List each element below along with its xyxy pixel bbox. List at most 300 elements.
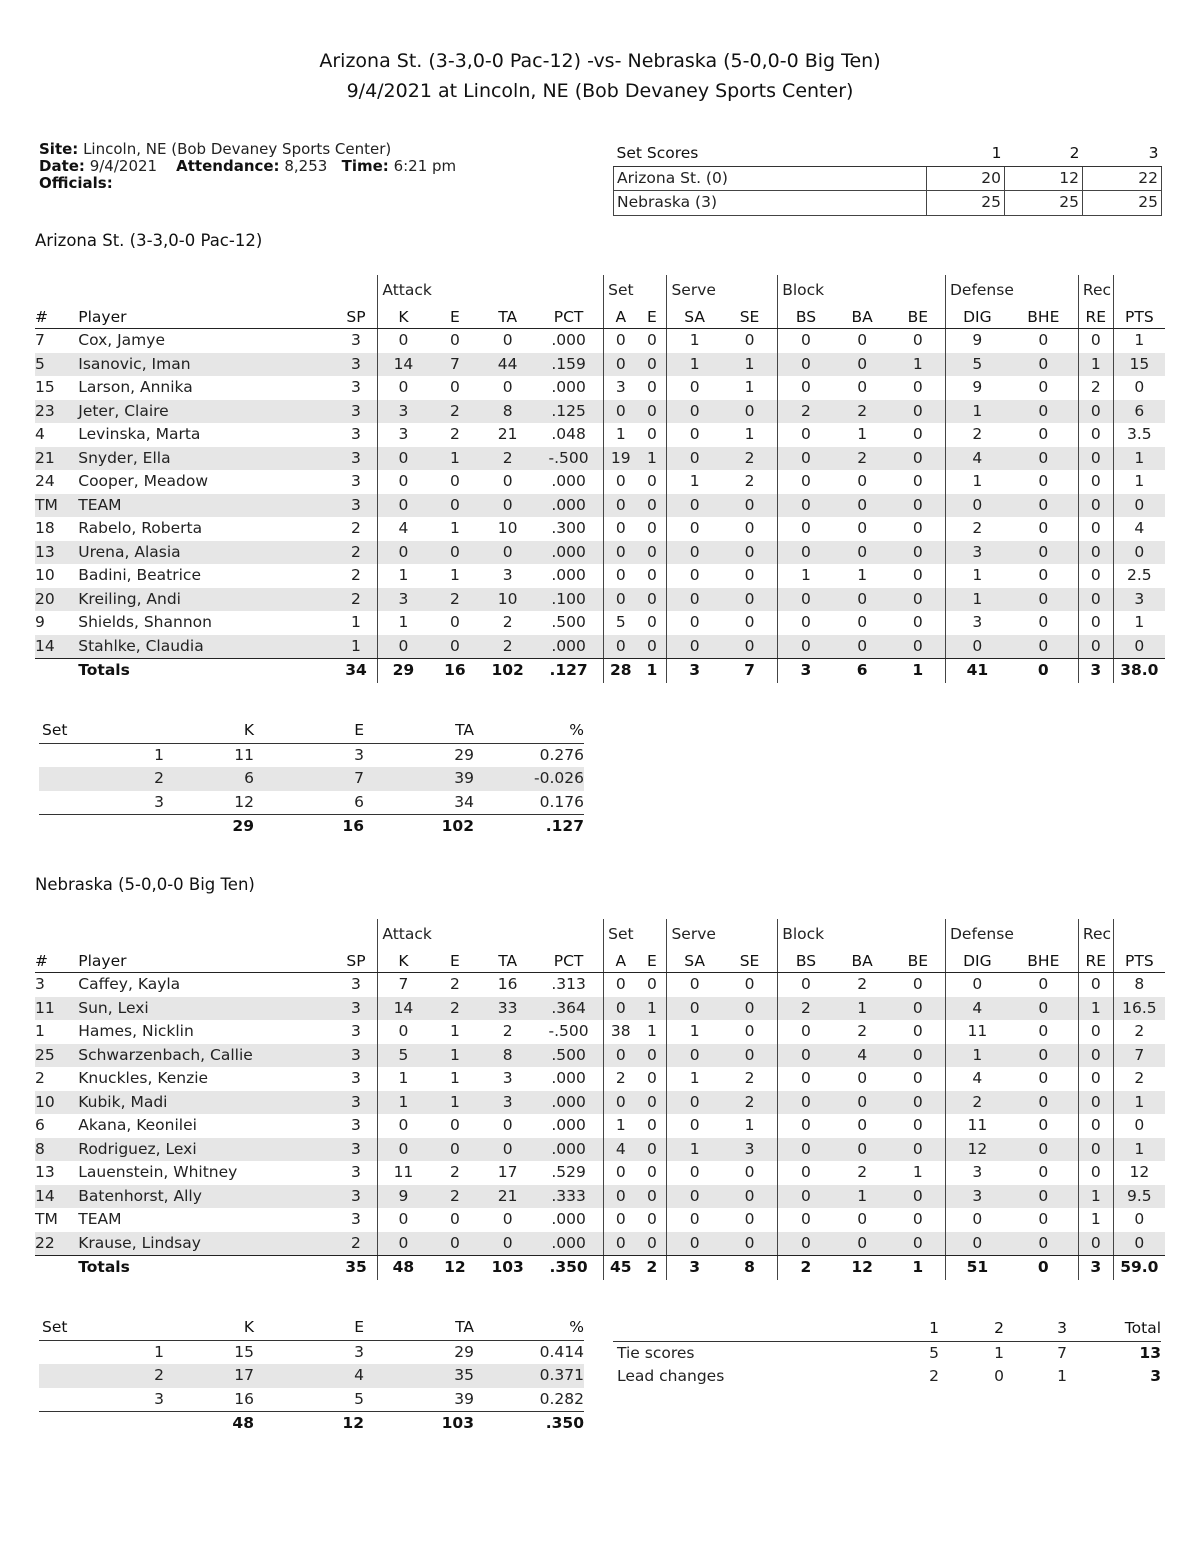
stat-k: 0 xyxy=(378,1138,429,1162)
stat-sp: 3 xyxy=(351,425,361,443)
stat-sa: 1 xyxy=(667,1138,722,1162)
stat-player: Cooper, Meadow xyxy=(78,472,209,490)
stat-e: 0 xyxy=(449,378,460,396)
stat-pts: 0 xyxy=(1113,1114,1165,1138)
total-se-err: 1 xyxy=(646,661,658,679)
stat-ba: 0 xyxy=(834,1091,891,1115)
set-col-header-e: E xyxy=(254,1316,364,1340)
stat-e: 1 xyxy=(449,1069,460,1087)
stat-se: 1 xyxy=(744,1116,755,1134)
stat-ba: 0 xyxy=(834,635,891,659)
total-bhe: 0 xyxy=(1037,661,1049,679)
stat-e: 1 xyxy=(449,1022,460,1040)
stat-re: 0 xyxy=(1078,1232,1113,1256)
set-stat-pct: 0.276 xyxy=(539,745,584,764)
col-header-be: BE xyxy=(891,949,946,973)
set-stat-ta: 39 xyxy=(364,1388,474,1412)
group-header: Attack xyxy=(378,919,604,949)
stat-bhe: 0 xyxy=(1038,975,1049,993)
player-row xyxy=(35,376,1165,400)
group-header: Attack xyxy=(378,275,604,305)
stat-se: 2 xyxy=(722,447,778,471)
player-row xyxy=(35,517,1165,541)
stat-re: 1 xyxy=(1078,1185,1113,1209)
stat-dig: 3 xyxy=(945,611,1008,635)
group-header-row xyxy=(35,275,1165,305)
stat-sa: 1 xyxy=(667,1020,722,1044)
stat-be: 0 xyxy=(891,400,946,424)
total-se-err: 2 xyxy=(646,1258,658,1276)
stat-num: 24 xyxy=(35,472,55,490)
stat-player: TEAM xyxy=(78,1210,122,1228)
stat-a: 0 xyxy=(604,1091,638,1115)
stat-pts: 1 xyxy=(1113,611,1165,635)
set-stats-totals xyxy=(39,1412,584,1436)
stat-player: Cox, Jamye xyxy=(78,331,165,349)
stat-sp: 3 xyxy=(351,472,361,490)
total-ta: 103 xyxy=(491,1258,524,1276)
set-total-pct: .350 xyxy=(545,1414,584,1432)
stat-se: 0 xyxy=(722,1185,778,1209)
stat-ba: 0 xyxy=(834,1138,891,1162)
stat-sp: 3 xyxy=(335,353,378,377)
stat-sp: 2 xyxy=(335,541,378,565)
stat-se-err: 0 xyxy=(637,1185,667,1209)
date-value: 9/4/2021 xyxy=(89,157,158,175)
column-header-row xyxy=(35,949,1165,973)
stat-sa: 1 xyxy=(667,329,722,353)
total-bs: 2 xyxy=(778,1256,834,1280)
stat-k: 3 xyxy=(378,400,429,424)
set-stat-ta: 29 xyxy=(454,745,474,764)
stat-num: 23 xyxy=(35,400,78,424)
officials-label: Officials: xyxy=(39,174,113,192)
stat-num: 4 xyxy=(35,425,45,443)
set-stat-set: 3 xyxy=(39,791,164,815)
col-header-se-err: E xyxy=(637,305,667,329)
stat-dig: 4 xyxy=(945,1067,1008,1091)
report-title-line1: Arizona St. (3-3,0-0 Pac-12) -vs- Nebraska (5-0,0-0 Big Ten) xyxy=(319,50,881,72)
stat-e: 0 xyxy=(429,1138,482,1162)
stat-ba: 0 xyxy=(857,519,868,537)
stat-dig: 12 xyxy=(945,1138,1008,1162)
stat-dig: 1 xyxy=(945,1044,1008,1068)
stat-ba: 0 xyxy=(834,541,891,565)
stat-be: 0 xyxy=(912,1210,923,1228)
stat-se: 0 xyxy=(744,331,755,349)
stat-a: 0 xyxy=(604,1044,638,1068)
group-header: Set xyxy=(604,275,667,305)
stat-ta: 3 xyxy=(502,1069,513,1087)
stat-bs: 0 xyxy=(778,376,834,400)
stat-bs: 0 xyxy=(778,541,834,565)
group-header: Defense xyxy=(945,275,1078,305)
stat-ta: 21 xyxy=(497,425,518,443)
stat-bs: 2 xyxy=(778,400,834,424)
stat-be: 0 xyxy=(891,1138,946,1162)
stat-sa: 0 xyxy=(667,423,722,447)
set-stat-set: 1 xyxy=(154,1342,164,1361)
stat-a: 0 xyxy=(604,1208,638,1232)
stat-ta: 2 xyxy=(502,1022,513,1040)
stat-se-err: 0 xyxy=(647,331,657,349)
set-scores-set-header: 1 xyxy=(927,142,1005,166)
tie-lead-value: 5 xyxy=(929,1343,939,1362)
stat-bhe: 0 xyxy=(1009,1138,1079,1162)
stat-bs: 0 xyxy=(778,329,834,353)
stat-sp: 2 xyxy=(335,1232,378,1256)
stat-re: 0 xyxy=(1078,611,1113,635)
stat-se-err: 0 xyxy=(637,1091,667,1115)
stat-e: 0 xyxy=(429,1232,482,1256)
stat-se: 0 xyxy=(722,400,778,424)
player-row xyxy=(35,588,1165,612)
stat-e: 2 xyxy=(429,588,482,612)
set-stat-pct: 0.371 xyxy=(474,1364,584,1388)
stat-be: 0 xyxy=(891,447,946,471)
col-header-se-err: E xyxy=(637,949,667,973)
stat-be: 0 xyxy=(891,1232,946,1256)
set-total-e: 12 xyxy=(342,1414,364,1432)
stat-pts: 2.5 xyxy=(1113,564,1165,588)
stat-a: 4 xyxy=(604,1138,638,1162)
col-header-dig: DIG xyxy=(945,949,1008,973)
stat-pct: .313 xyxy=(551,975,586,993)
stat-pct: .000 xyxy=(534,494,604,518)
stat-k: 1 xyxy=(378,1067,429,1091)
col-header-ba: BA xyxy=(834,305,891,329)
stat-sa: 0 xyxy=(667,1232,722,1256)
set-stat-e: 3 xyxy=(354,1342,364,1361)
stat-ba: 0 xyxy=(857,472,868,490)
set-stat-ta: 39 xyxy=(364,767,474,791)
stat-ta: 2 xyxy=(481,635,534,659)
total-sp: 35 xyxy=(345,1258,367,1276)
stat-se: 0 xyxy=(744,1163,755,1181)
stat-re: 0 xyxy=(1078,635,1113,659)
stat-se: 0 xyxy=(744,566,755,584)
stat-se-err: 0 xyxy=(647,566,657,584)
tie-lead-set-header: 3 xyxy=(1004,1317,1067,1341)
stat-be: 0 xyxy=(891,635,946,659)
set-col-header-e: E xyxy=(254,719,364,743)
stat-pts: 3.5 xyxy=(1113,423,1165,447)
stat-ta: 44 xyxy=(481,353,534,377)
stat-bhe: 0 xyxy=(1009,997,1079,1021)
stat-re: 0 xyxy=(1078,1138,1113,1162)
stat-sp: 3 xyxy=(351,1022,361,1040)
stat-dig: 0 xyxy=(945,1208,1008,1232)
stat-player: Shields, Shannon xyxy=(78,613,212,631)
stat-e: 1 xyxy=(429,447,482,471)
time-value: 6:21 pm xyxy=(393,157,457,175)
stat-player: Kubik, Madi xyxy=(78,1091,334,1115)
stat-sa: 0 xyxy=(667,997,722,1021)
stat-a: 0 xyxy=(604,997,638,1021)
stat-k: 3 xyxy=(378,588,429,612)
stat-be: 0 xyxy=(912,331,923,349)
stat-be: 0 xyxy=(912,1116,923,1134)
stat-se-err: 0 xyxy=(647,613,657,631)
stat-player: Stahlke, Claudia xyxy=(78,635,334,659)
stat-be: 0 xyxy=(912,425,923,443)
stat-pct: .500 xyxy=(534,1044,604,1068)
stat-sa: 1 xyxy=(667,470,722,494)
stat-pts: 8 xyxy=(1113,973,1165,997)
set-scores-title: Set Scores xyxy=(614,142,927,166)
stat-pct: .000 xyxy=(551,472,586,490)
stat-sa: 0 xyxy=(667,1091,722,1115)
stat-player: Akana, Keonilei xyxy=(78,1116,197,1134)
stat-sp: 3 xyxy=(351,331,361,349)
player-row xyxy=(35,1161,1165,1185)
col-header-sp: SP xyxy=(335,949,378,973)
stat-be: 0 xyxy=(891,541,946,565)
stat-re: 0 xyxy=(1078,423,1113,447)
stat-se-err: 1 xyxy=(637,997,667,1021)
stat-bhe: 0 xyxy=(1038,1210,1049,1228)
tie-lead-label: Lead changes xyxy=(617,1367,725,1385)
group-header: Rec xyxy=(1078,275,1113,305)
stat-se-err: 0 xyxy=(647,1163,657,1181)
stat-player: Levinska, Marta xyxy=(78,425,201,443)
stat-dig: 3 xyxy=(945,1185,1008,1209)
stat-bs: 1 xyxy=(778,564,834,588)
set-stat-k: 15 xyxy=(234,1342,254,1361)
stat-k: 5 xyxy=(378,1044,429,1068)
col-header-pct: PCT xyxy=(534,305,604,329)
stat-num: 7 xyxy=(35,331,45,349)
set-col-header-set: Set xyxy=(39,719,164,743)
stat-pct: .000 xyxy=(551,1116,586,1134)
stat-se: 0 xyxy=(722,541,778,565)
stat-ba: 0 xyxy=(834,494,891,518)
stat-player: Rodriguez, Lexi xyxy=(78,1138,334,1162)
player-row xyxy=(35,470,1165,494)
stat-dig: 1 xyxy=(945,588,1008,612)
stat-se-err: 0 xyxy=(647,1069,657,1087)
stat-sp: 3 xyxy=(335,447,378,471)
stat-se: 0 xyxy=(744,519,755,537)
total-a: 28 xyxy=(604,659,638,683)
set-stat-pct: 0.414 xyxy=(539,1342,584,1361)
attendance-value: 8,253 xyxy=(284,157,328,175)
set-total-set xyxy=(39,1412,164,1436)
stat-pct: .364 xyxy=(534,997,604,1021)
stat-pct: .100 xyxy=(534,588,604,612)
totals-row xyxy=(35,659,1165,683)
stat-e: 1 xyxy=(429,1044,482,1068)
stat-ta: 0 xyxy=(502,331,513,349)
stat-sp: 2 xyxy=(351,519,361,537)
stat-re: 0 xyxy=(1078,588,1113,612)
group-header: Rec xyxy=(1078,919,1113,949)
stat-ba: 0 xyxy=(857,613,868,631)
stat-bhe: 0 xyxy=(1038,331,1049,349)
stat-sp: 3 xyxy=(335,1044,378,1068)
stat-pct: .000 xyxy=(534,541,604,565)
col-header-sa: SA xyxy=(667,305,722,329)
set-scores-set-header: 2 xyxy=(1005,142,1083,166)
stat-dig: 1 xyxy=(945,564,1008,588)
col-header-bs: BS xyxy=(778,305,834,329)
group-header-row xyxy=(35,919,1165,949)
stat-dig: 9 xyxy=(945,329,1008,353)
stat-pts: 7 xyxy=(1113,1044,1165,1068)
stat-sa: 0 xyxy=(667,1185,722,1209)
stat-player: Knuckles, Kenzie xyxy=(78,1069,209,1087)
stat-k: 0 xyxy=(378,329,429,353)
stat-a: 19 xyxy=(604,447,638,471)
stat-dig: 1 xyxy=(945,470,1008,494)
stat-bs: 0 xyxy=(778,517,834,541)
stat-bs: 0 xyxy=(778,611,834,635)
tie-lead-value: 1 xyxy=(1057,1367,1067,1385)
col-header-a: A xyxy=(604,949,638,973)
attendance-label: Attendance: xyxy=(176,157,280,175)
total-ba: 6 xyxy=(856,661,868,679)
stat-bhe: 0 xyxy=(1038,613,1049,631)
stat-e: 0 xyxy=(449,1210,460,1228)
stat-k: 0 xyxy=(378,494,429,518)
stat-pts: 2 xyxy=(1113,1067,1165,1091)
stat-a: 1 xyxy=(604,423,638,447)
stat-re: 0 xyxy=(1078,494,1113,518)
stat-se-err: 1 xyxy=(647,1022,657,1040)
set-col-header-ta: TA xyxy=(364,1316,474,1340)
stat-a: 0 xyxy=(604,1161,638,1185)
stat-pts: 9.5 xyxy=(1113,1185,1165,1209)
tie-lead-value: 1 xyxy=(994,1343,1004,1362)
stat-pct: .048 xyxy=(551,425,586,443)
stat-re: 0 xyxy=(1078,1044,1113,1068)
set-stat-pct: 0.282 xyxy=(474,1388,584,1412)
stat-e: 0 xyxy=(429,541,482,565)
stat-se: 1 xyxy=(744,378,755,396)
col-header-ta: TA xyxy=(481,305,534,329)
stat-dig: 2 xyxy=(945,423,1008,447)
total-ba: 12 xyxy=(851,1258,873,1276)
player-row xyxy=(35,611,1165,635)
stat-k: 14 xyxy=(378,353,429,377)
stat-se-err: 0 xyxy=(637,541,667,565)
stat-pct: -.500 xyxy=(548,1022,589,1040)
stat-ta: 21 xyxy=(481,1185,534,1209)
stat-dig: 2 xyxy=(945,1091,1008,1115)
set-total-ta: 103 xyxy=(441,1414,474,1432)
team-heading: Nebraska (5-0,0-0 Big Ten) xyxy=(35,875,255,894)
stat-se: 1 xyxy=(744,425,755,443)
stat-se: 0 xyxy=(722,1232,778,1256)
total-e: 12 xyxy=(444,1258,466,1276)
stat-sa: 0 xyxy=(667,611,722,635)
stat-bs: 0 xyxy=(778,447,834,471)
set-stat-e: 4 xyxy=(254,1364,364,1388)
stat-bhe: 0 xyxy=(1038,472,1049,490)
stat-pts: 0 xyxy=(1113,541,1165,565)
player-row xyxy=(35,1091,1165,1115)
stat-se: 2 xyxy=(744,472,755,490)
tie-lead-value: 7 xyxy=(1057,1343,1067,1362)
total-se: 7 xyxy=(744,661,755,679)
stat-bs: 0 xyxy=(778,973,834,997)
stat-se-err: 0 xyxy=(647,378,657,396)
stat-player: Snyder, Ella xyxy=(78,447,334,471)
set-stats-table xyxy=(39,1316,584,1436)
stat-ba: 0 xyxy=(857,378,868,396)
set-total-set xyxy=(39,815,164,839)
stat-be: 0 xyxy=(912,378,923,396)
stat-bhe: 0 xyxy=(1009,447,1079,471)
stat-be: 0 xyxy=(891,588,946,612)
stat-num: TM xyxy=(35,1210,58,1228)
stat-ta: 0 xyxy=(502,1116,513,1134)
stat-se: 0 xyxy=(744,975,755,993)
stat-dig: 0 xyxy=(945,973,1008,997)
tie-lead-table xyxy=(613,1317,1161,1389)
stat-num: 21 xyxy=(35,447,78,471)
stat-be: 0 xyxy=(891,1091,946,1115)
stat-pts: 3 xyxy=(1113,588,1165,612)
stat-se: 0 xyxy=(722,635,778,659)
stat-bhe: 0 xyxy=(1038,1022,1049,1040)
set-col-header-set: Set xyxy=(39,1316,164,1340)
tie-lead-value: 0 xyxy=(994,1367,1004,1385)
stat-bhe: 0 xyxy=(1038,1116,1049,1134)
stat-bhe: 0 xyxy=(1009,1232,1079,1256)
set-stats-header xyxy=(39,719,584,743)
tie-lead-set-header: 1 xyxy=(893,1317,939,1341)
stat-bs: 2 xyxy=(778,997,834,1021)
stat-se-err: 0 xyxy=(637,588,667,612)
stat-player: Isanovic, Iman xyxy=(78,353,334,377)
stat-sa: 0 xyxy=(667,1208,722,1232)
stat-num: 14 xyxy=(35,1185,78,1209)
stat-bs: 0 xyxy=(778,1232,834,1256)
stat-se-err: 0 xyxy=(647,425,657,443)
stat-be: 0 xyxy=(891,1044,946,1068)
col-header-re: RE xyxy=(1078,949,1113,973)
total-k: 29 xyxy=(378,659,429,683)
stat-num: 8 xyxy=(35,1138,78,1162)
stat-sp: 3 xyxy=(351,1210,361,1228)
set-stat-set: 2 xyxy=(39,767,164,791)
stat-ta: 3 xyxy=(481,1091,534,1115)
date-label: Date: xyxy=(39,157,85,175)
stat-dig: 9 xyxy=(945,376,1008,400)
stat-be: 0 xyxy=(912,472,923,490)
stat-pts: 1 xyxy=(1113,1138,1165,1162)
stat-ta: 0 xyxy=(481,1138,534,1162)
stat-ba: 0 xyxy=(834,588,891,612)
stat-num: 25 xyxy=(35,1044,78,1068)
stat-se: 0 xyxy=(744,1210,755,1228)
stat-pct: .300 xyxy=(551,519,586,537)
stat-dig: 1 xyxy=(945,400,1008,424)
stat-sa: 0 xyxy=(667,1044,722,1068)
stat-num: 6 xyxy=(35,1116,45,1134)
stat-ta: 0 xyxy=(502,472,513,490)
stat-re: 0 xyxy=(1078,447,1113,471)
stat-re: 0 xyxy=(1078,564,1113,588)
player-row xyxy=(35,1020,1165,1044)
stat-k: 0 xyxy=(378,447,429,471)
player-row xyxy=(35,564,1165,588)
total-re: 3 xyxy=(1078,659,1113,683)
set-score: 20 xyxy=(927,166,1005,191)
total-e: 16 xyxy=(444,661,466,679)
stat-ta: 16 xyxy=(497,975,518,993)
